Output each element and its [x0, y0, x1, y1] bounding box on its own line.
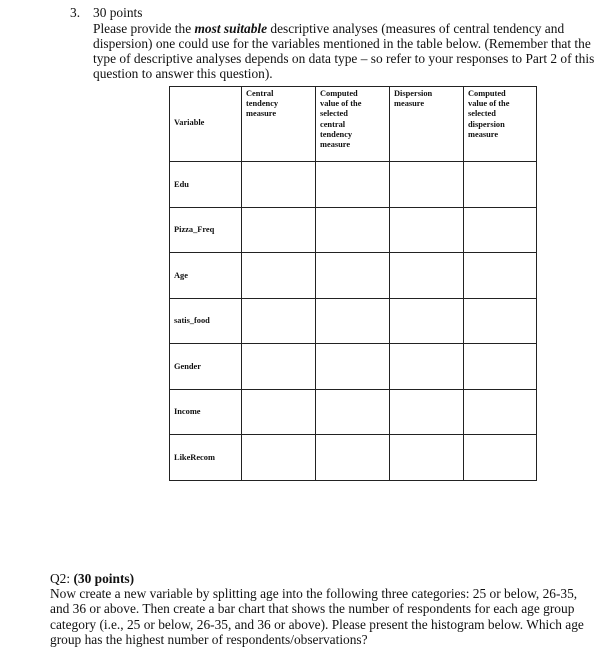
- variable-cell: satis_food: [170, 298, 242, 344]
- header-central-tendency-measure: [242, 87, 316, 162]
- answer-cell[interactable]: [316, 435, 390, 481]
- table-header-row: [170, 87, 537, 162]
- answer-cell[interactable]: [242, 298, 316, 344]
- answer-cell[interactable]: [464, 253, 537, 299]
- table-row: [170, 207, 537, 253]
- answer-cell[interactable]: [390, 162, 464, 208]
- question-3-heading: [70, 5, 615, 20]
- answer-cell[interactable]: [316, 162, 390, 208]
- answer-cell[interactable]: [242, 253, 316, 299]
- header-label: Computed value of the selected dispersion measure: [468, 89, 510, 139]
- answer-cell[interactable]: [242, 162, 316, 208]
- answer-cell[interactable]: [464, 298, 537, 344]
- table-row: [170, 298, 537, 344]
- answer-cell[interactable]: [464, 389, 537, 435]
- answer-cell[interactable]: [390, 207, 464, 253]
- variable-cell: Gender: [170, 344, 242, 390]
- answer-cell[interactable]: [316, 207, 390, 253]
- answer-cell[interactable]: [316, 253, 390, 299]
- header-label: Dispersion measure: [394, 89, 433, 109]
- table-row: [170, 253, 537, 299]
- header-label: Variable: [174, 118, 205, 127]
- question-3-instructions: [93, 21, 615, 82]
- answer-cell[interactable]: [464, 162, 537, 208]
- instruction-line: [93, 21, 615, 36]
- answer-cell[interactable]: [464, 435, 537, 481]
- answer-cell[interactable]: [242, 207, 316, 253]
- instruction-line: dispersion) one could use for the variables mentioned in the table below. (Remember that the: [93, 35, 591, 51]
- instruction-line: type of descriptive analyses depends on data type – so refer to your responses to Part 2 of this: [93, 50, 595, 66]
- answer-cell[interactable]: [390, 435, 464, 481]
- answer-cell[interactable]: [316, 298, 390, 344]
- header-computed-dispersion-value: [464, 87, 537, 162]
- answer-cell[interactable]: [316, 344, 390, 390]
- table-row: [170, 162, 537, 208]
- instruction-text: Please provide the: [93, 20, 195, 36]
- answer-cell[interactable]: [464, 207, 537, 253]
- instruction-line: group has the highest number of respondents/observations?: [50, 631, 368, 647]
- instruction-line: category (i.e., 25 or below, 26-35, and 36 or above). Please present the histogram below. Which age: [50, 616, 584, 632]
- instruction-line: Now create a new variable by splitting age into the following three categories: 25 or below, 26-35,: [50, 586, 578, 602]
- answer-cell[interactable]: [464, 344, 537, 390]
- question-points: (30 points): [73, 571, 135, 586]
- emphasis-text: most suitable: [194, 20, 268, 36]
- question-points: 30 points: [93, 5, 143, 20]
- answer-cell[interactable]: [242, 435, 316, 481]
- answer-cell[interactable]: [390, 344, 464, 390]
- header-variable: [170, 87, 242, 162]
- answer-cell[interactable]: [390, 389, 464, 435]
- header-label: Computed value of the selected central tendency measure: [320, 89, 362, 150]
- descriptive-analysis-table: [169, 86, 537, 481]
- answer-cell[interactable]: [390, 253, 464, 299]
- header-dispersion-measure: [390, 87, 464, 162]
- header-label: Central tendency measure: [246, 89, 279, 119]
- table-row: [170, 344, 537, 390]
- variable-cell: Age: [170, 253, 242, 299]
- variable-cell: LikeRecom: [170, 435, 242, 481]
- question-number: 3.: [70, 5, 81, 20]
- table-row: [170, 389, 537, 435]
- variable-cell: Pizza_Freq: [170, 207, 242, 253]
- header-computed-central-value: [316, 87, 390, 162]
- variable-cell: Income: [170, 389, 242, 435]
- answer-cell[interactable]: [242, 389, 316, 435]
- instruction-line: question to answer this question).: [93, 66, 273, 82]
- answer-cell[interactable]: [316, 389, 390, 435]
- question-label: Q2:: [50, 571, 71, 586]
- table-row: [170, 435, 537, 481]
- question-2-heading: [50, 571, 615, 586]
- answer-cell[interactable]: [390, 298, 464, 344]
- question-2: [50, 571, 615, 647]
- variable-cell: Edu: [170, 162, 242, 208]
- instruction-text: descriptive analyses (measures of central tendency and: [267, 20, 565, 36]
- instruction-line: and 36 or above. Then create a bar chart that shows the number of respondents for each age group: [50, 601, 575, 617]
- answer-cell[interactable]: [242, 344, 316, 390]
